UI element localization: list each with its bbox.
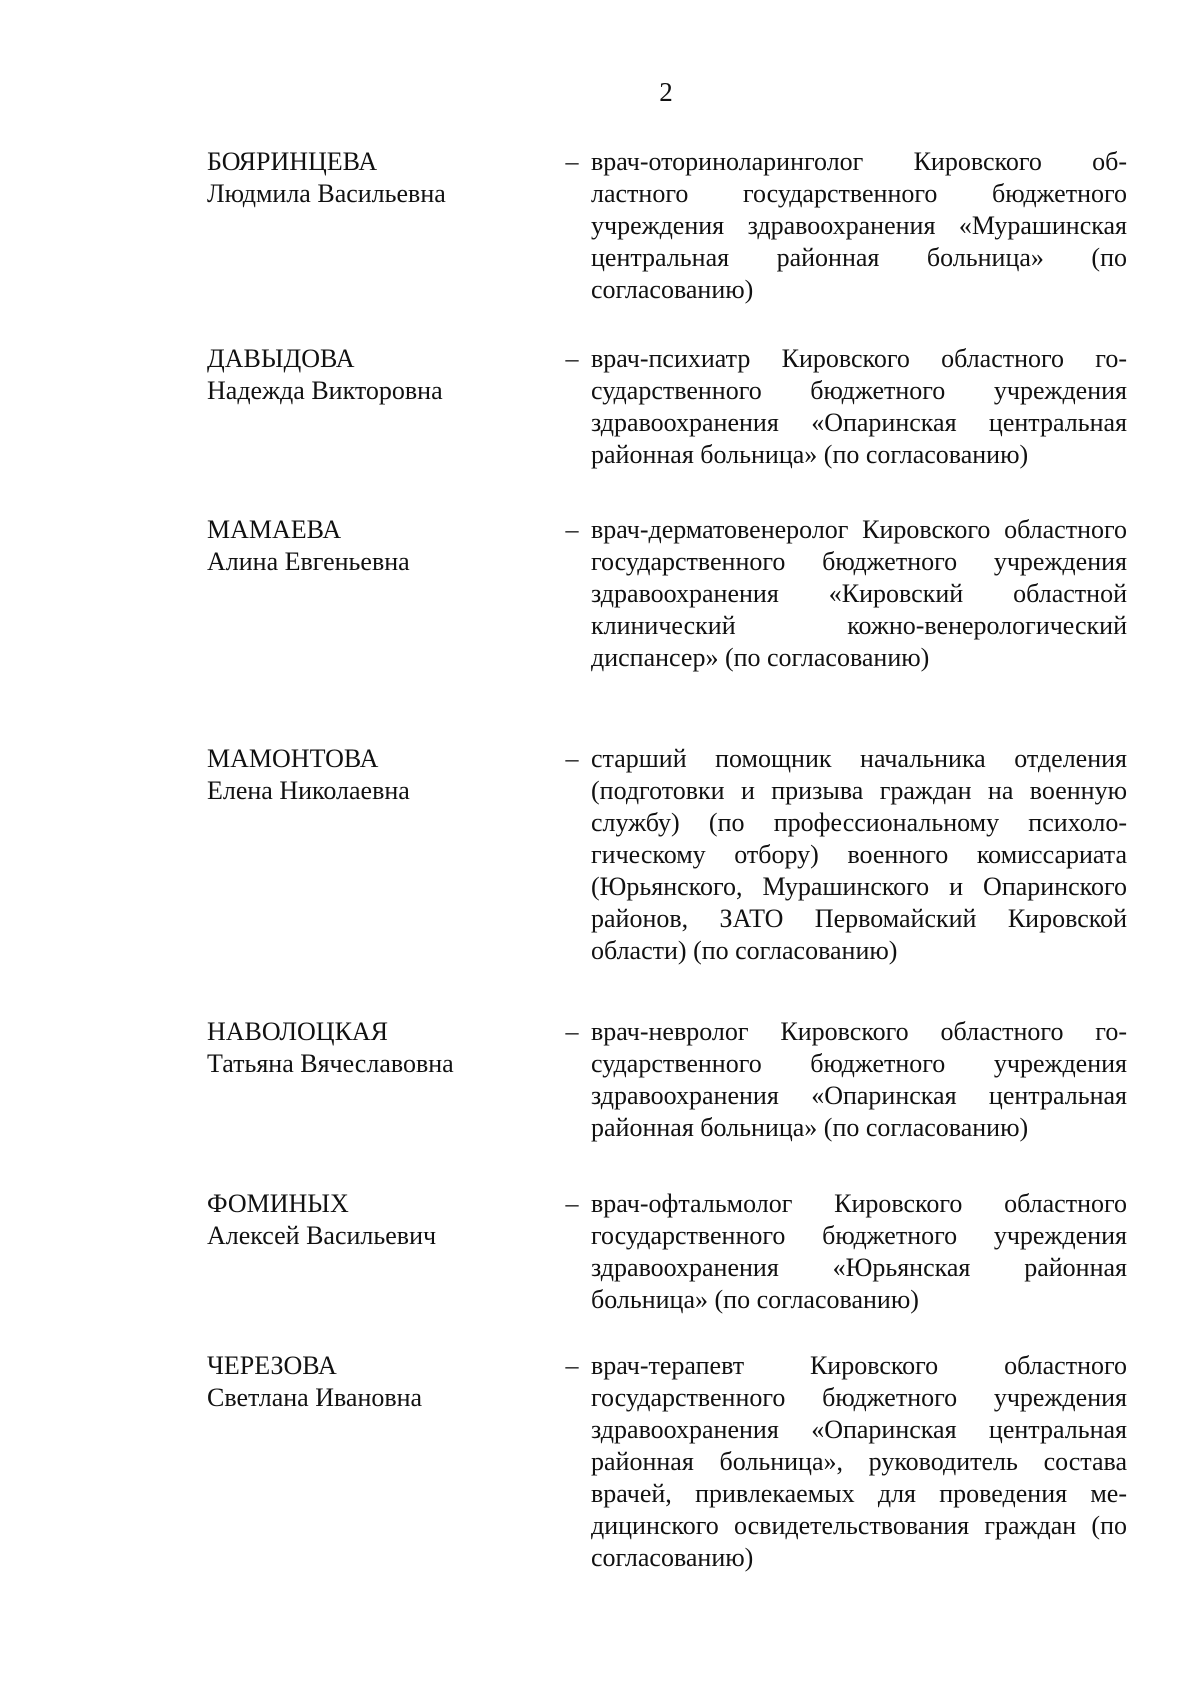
member-given-names: Надежда Викторовна bbox=[207, 376, 443, 405]
member-dash: – bbox=[565, 1351, 579, 1380]
member-name bbox=[207, 146, 547, 210]
member-given-names: Алексей Васильевич bbox=[207, 1221, 437, 1250]
member-description: врач-невролог Кировского областного государственного бюджетного учреждения здравоохранения «Опаринская центральная районная больница» (по согласованию) bbox=[591, 1017, 1127, 1142]
member-surname: БОЯРИНЦЕВА bbox=[207, 147, 378, 176]
page-number: 2 bbox=[659, 77, 673, 107]
member-dash: – bbox=[565, 344, 579, 373]
member-name bbox=[207, 1016, 547, 1080]
member-surname: ФОМИНЫХ bbox=[207, 1189, 349, 1218]
member-description: врач-психиатр Кировского областного государственного бюджетного учреждения здравоохранения «Опаринская центральная районная больница» (по согласованию) bbox=[591, 344, 1127, 469]
member-name bbox=[207, 514, 547, 578]
member-given-names: Алина Евгеньевна bbox=[207, 547, 410, 576]
member-name bbox=[207, 1188, 547, 1252]
member-name bbox=[207, 343, 547, 407]
member-dash: – bbox=[565, 1017, 579, 1046]
member-surname: НАВОЛОЦКАЯ bbox=[207, 1017, 389, 1046]
member-surname: МАМАЕВА bbox=[207, 515, 342, 544]
member-name bbox=[207, 1350, 547, 1414]
member-description: врач-дерматовенеролог Кировского областного государственного бюджетного учреждения здравоохранения «Кировский областной клинический кожно-венерологический диспансер» (по согласованию) bbox=[591, 515, 1127, 672]
member-surname: ДАВЫДОВА bbox=[207, 344, 355, 373]
member-given-names: Елена Николаевна bbox=[207, 776, 410, 805]
member-description: врач-терапевт Кировского областного государственного бюджетного учреждения здравоохранения «Опаринская центральная районная больница», руководитель состава врачей, привлекаемых для проведения медицинского освидетельствования граждан (по согласованию) bbox=[591, 1351, 1127, 1572]
member-given-names: Татьяна Вячеславовна bbox=[207, 1049, 454, 1078]
member-description: старший помощник начальника отделения (подготовки и призыва граждан на военную службу) (по профессиональному психологическому отбору) военного комиссариата (Юрьянского, Мурашинского и Опаринского районов, ЗАТО Первомайский Кировской области) (по согласованию) bbox=[591, 744, 1127, 965]
member-given-names: Людмила Васильевна bbox=[207, 179, 446, 208]
member-given-names: Светлана Ивановна bbox=[207, 1383, 423, 1412]
member-dash: – bbox=[565, 147, 579, 176]
member-dash: – bbox=[565, 744, 579, 773]
member-surname: МАМОНТОВА bbox=[207, 744, 379, 773]
member-description: врач-оториноларинголог Кировского областного государственного бюджетного учреждения здравоохранения «Мурашинская центральная районная больница» (по согласованию) bbox=[591, 147, 1127, 304]
member-dash: – bbox=[565, 1189, 579, 1218]
member-surname: ЧЕРЕЗОВА bbox=[207, 1351, 337, 1380]
member-name bbox=[207, 743, 547, 807]
member-description: врач-офтальмолог Кировского областного государственного бюджетного учреждения здравоохранения «Юрьянская районная больница» (по согласованию) bbox=[591, 1189, 1127, 1314]
member-dash: – bbox=[565, 515, 579, 544]
